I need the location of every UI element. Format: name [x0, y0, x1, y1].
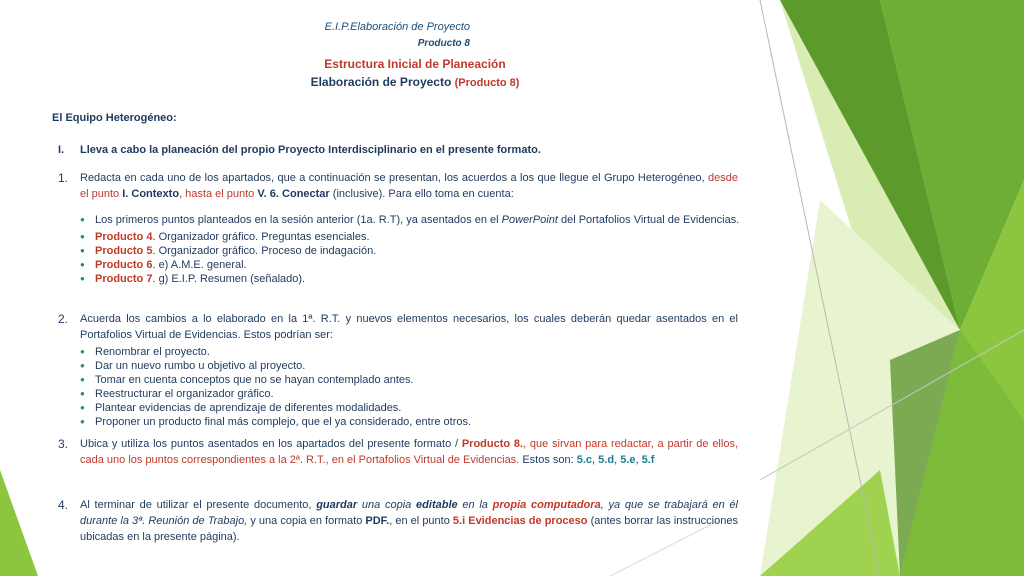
list-item: ● Producto 6. e) A.M.E. general.: [80, 258, 740, 272]
list-item: ● Plantear evidencias de aprendizaje de diferentes modalidades.: [80, 401, 740, 415]
team-label: El Equipo Heterogéneo:: [52, 112, 177, 124]
item-2: 2. Acuerda los cambios a lo elaborado en la 1ª. R.T. y nuevos elementos necesarios, los cuales deberán quedar asentados en el Portafolios Virtual de Evidencias. Estos podrían ser:: [58, 312, 738, 341]
list-item: ● Renombrar el proyecto.: [80, 345, 740, 359]
header-line-1: E.I.P.Elaboración de Proyecto: [324, 21, 470, 33]
list-item: ● Producto 7. g) E.I.P. Resumen (señalado).: [80, 272, 740, 286]
list-item: ● Producto 5. Organizador gráfico. Proceso de indagación.: [80, 244, 740, 258]
list-item: ● Reestructurar el organizador gráfico.: [80, 387, 740, 401]
list-item: ● Los primeros puntos planteados en la sesión anterior (1a. R.T), ya asentados en el PowerPoint del Portafolios Virtual de Evidencias.: [80, 212, 740, 228]
list-item: ● Dar un nuevo rumbo u objetivo al proyecto.: [80, 359, 740, 373]
item-2-bullets: [80, 345, 740, 429]
list-item: ● Producto 4. Organizador gráfico. Preguntas esenciales.: [80, 230, 740, 244]
section-I: I. Lleva a cabo la planeación del propio Proyecto Interdisciplinario en el presente formato.: [58, 144, 541, 156]
list-item: ● Proponer un producto final más complejo, que el ya considerado, entre otros.: [80, 415, 740, 429]
list-item: ● Tomar en cuenta conceptos que no se hayan contemplado antes.: [80, 373, 740, 387]
item-4: 4. Al terminar de utilizar el presente documento, guardar una copia editable en la propia computadora, ya que se trabajará en él durante la 3ª. Reunión de Trabajo, y una copia en formato PDF., en el punto 5.i Evidencias de proceso (antes borrar las instrucciones ubicadas en la presente página).: [58, 498, 738, 543]
item-1: 1. Redacta en cada uno de los apartados, que a continuación se presentan, los acuerdos a los que llegue el Grupo Heterogéneo, desde el punto I. Contexto, hasta el punto V. 6. Conectar (inclusive). Para ello toma en cuenta:: [58, 171, 738, 200]
document-title: Estructura Inicial de Planeación: [324, 57, 506, 71]
document-subtitle: Elaboración de Proyecto (Producto 8): [310, 75, 520, 89]
item-1-bullets: [80, 212, 740, 286]
header-line-2: Producto 8: [417, 38, 470, 49]
item-3: 3. Ubica y utiliza los puntos asentados en los apartados del presente formato / Producto 8., que sirvan para redactar, a partir de ellos, cada uno los puntos correspondientes a la 2ª. R.T., en el Portafolios Virtual de Evidencias. Estos son: 5.c, 5.d, 5.e, 5.f: [58, 437, 738, 466]
subtitle-product-tag: (Producto 8): [454, 77, 520, 89]
